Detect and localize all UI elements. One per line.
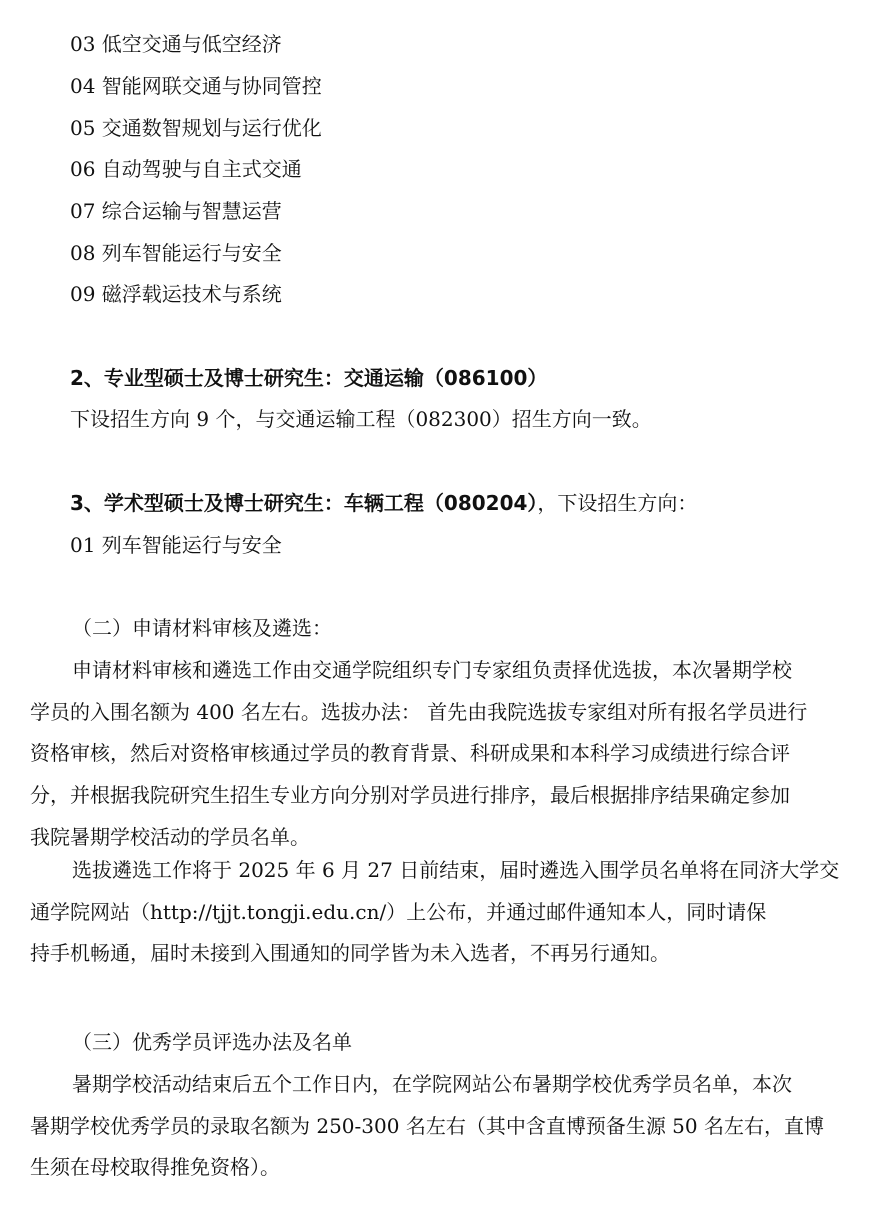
section2-heading: 2、专业型硕士及博士研究生：交通运输（086100）	[70, 366, 548, 390]
section3-heading-bold: 3、学术型硕士及博士研究生：车辆工程（080204）	[70, 491, 538, 515]
direction-item: 06 自动驾驶与自主式交通	[70, 157, 302, 181]
part2-para2-line: 选拔遴选工作将于 2025 年 6 月 27 日前结束，届时遴选入围学员名单将在同济大学交	[72, 858, 840, 882]
part3-para-line: 生须在母校取得推免资格）。	[30, 1155, 280, 1179]
part3-title: （三）优秀学员评选办法及名单	[72, 1030, 352, 1054]
direction-item: 03 低空交通与低空经济	[70, 32, 282, 56]
direction-item: 05 交通数智规划与运行优化	[70, 116, 322, 140]
part2-title: （二）申请材料审核及遴选：	[72, 616, 332, 640]
section3-item: 01 列车智能运行与安全	[70, 533, 282, 557]
part2-para2-line: 通学院网站（http://tjjt.tongji.edu.cn/）上公布，并通过邮件通知本人，同时请保	[30, 900, 767, 924]
part3-para-line: 暑期学校优秀学员的录取名额为 250-300 名左右（其中含直博预备生源 50 名左右，直博	[30, 1114, 824, 1138]
direction-item: 04 智能网联交通与协同管控	[70, 74, 322, 98]
direction-item: 07 综合运输与智慧运营	[70, 199, 282, 223]
direction-item: 08 列车智能运行与安全	[70, 241, 282, 265]
direction-item: 09 磁浮载运技术与系统	[70, 282, 282, 306]
part3-para-line: 暑期学校活动结束后五个工作日内，在学院网站公布暑期学校优秀学员名单，本次	[72, 1072, 792, 1096]
part2-para1-line: 分，并根据我院研究生招生专业方向分别对学员进行排序，最后根据排序结果确定参加	[30, 783, 790, 807]
part2-para1-line: 申请材料审核和遴选工作由交通学院组织专门专家组负责择优选拔，本次暑期学校	[72, 658, 792, 682]
section2-body: 下设招生方向 9 个，与交通运输工程（082300）招生方向一致。	[70, 407, 652, 431]
part2-para2-line: 持手机畅通，届时未接到入围通知的同学皆为未入选者，不再另行通知。	[30, 941, 670, 965]
part2-para1-line: 资格审核，然后对资格审核通过学员的教育背景、科研成果和本科学习成绩进行综合评	[30, 741, 790, 765]
section3-heading	[70, 491, 697, 515]
part2-para1-line: 我院暑期学校活动的学员名单。	[30, 825, 310, 849]
section3-heading-tail: ，下设招生方向：	[537, 491, 698, 515]
part2-para1-line: 学员的入围名额为 400 名左右。选拔办法： 首先由我院选拔专家组对所有报名学员进行	[30, 700, 808, 724]
